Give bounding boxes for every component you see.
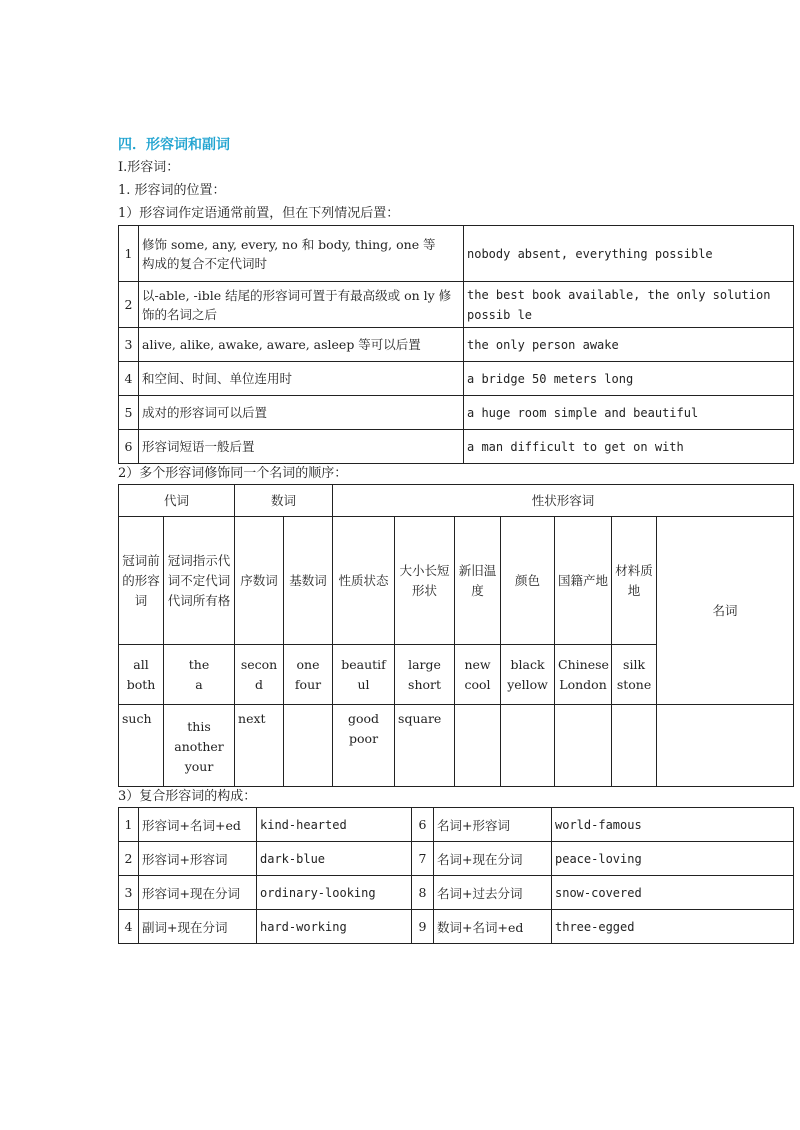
row-number: 3 — [119, 876, 139, 910]
example-cell: the only person awake — [464, 328, 794, 362]
row-number: 2 — [119, 842, 139, 876]
example-cell: the a — [164, 645, 235, 705]
example-cell — [501, 705, 555, 787]
table-row — [119, 282, 794, 328]
rule-cell: 修饰 some, any, every, no 和 body, thing, one 等 构成的复合不定代词时 — [139, 226, 464, 282]
group-header: 性状形容词 — [333, 485, 794, 517]
example-cell: next — [235, 705, 284, 787]
example-cell — [555, 705, 612, 787]
pattern-cell: 名词+现在分词 — [434, 842, 552, 876]
example-cell: kind-hearted — [257, 808, 412, 842]
document-page — [118, 134, 794, 944]
table-row — [119, 226, 794, 282]
subheader-cell: 序数词 — [235, 517, 284, 645]
subheading-compound: 3）复合形容词的构成： — [118, 789, 257, 804]
group-header-row — [119, 485, 794, 517]
subheading-adjectives: I.形容词： — [118, 160, 180, 175]
pattern-cell: 数词+名词+ed — [434, 910, 552, 944]
example-cell: all both — [119, 645, 164, 705]
subheader-cell: 基数词 — [284, 517, 333, 645]
pattern-cell: 形容词+现在分词 — [139, 876, 257, 910]
pattern-cell: 名词+形容词 — [434, 808, 552, 842]
row-number: 7 — [412, 842, 434, 876]
table-row — [119, 808, 794, 842]
subheader-cell: 性质状态 — [333, 517, 395, 645]
group-header: 数词 — [235, 485, 333, 517]
example-cell: hard-working — [257, 910, 412, 944]
example-cell — [284, 705, 333, 787]
pattern-cell: 形容词+名词+ed — [139, 808, 257, 842]
example-cell: large short — [395, 645, 455, 705]
example-cell: new cool — [455, 645, 501, 705]
example-cell: beautif ul — [333, 645, 395, 705]
noun-header: 名词 — [657, 517, 794, 705]
table-row — [119, 328, 794, 362]
row-number: 4 — [119, 362, 139, 396]
section-title: 四．形容词和副词 — [118, 137, 230, 153]
row-number: 5 — [119, 396, 139, 430]
pattern-cell: 形容词+形容词 — [139, 842, 257, 876]
example-cell: black yellow — [501, 645, 555, 705]
subheader-cell: 大小长短形状 — [395, 517, 455, 645]
example-cell — [612, 705, 657, 787]
empty-cell — [657, 705, 794, 787]
example-cell: a man difficult to get on with — [464, 430, 794, 464]
example-cell: good poor — [333, 705, 395, 787]
row-number: 3 — [119, 328, 139, 362]
rule-cell: 和空间、时间、单位连用时 — [139, 362, 464, 396]
example-cell: square — [395, 705, 455, 787]
subheading-postposition: 1）形容词作定语通常前置，但在下列情况后置： — [118, 206, 400, 221]
row-number: 1 — [119, 226, 139, 282]
table-row — [119, 910, 794, 944]
group-header: 代词 — [119, 485, 235, 517]
pattern-cell: 副词+现在分词 — [139, 910, 257, 944]
example-cell: this another your — [164, 705, 235, 787]
postposition-table — [118, 225, 794, 464]
row-number: 6 — [412, 808, 434, 842]
example-cell: a bridge 50 meters long — [464, 362, 794, 396]
example-cell: Chinese London — [555, 645, 612, 705]
table-row — [119, 396, 794, 430]
example-cell: a huge room simple and beautiful — [464, 396, 794, 430]
subheading-order: 2）多个形容词修饰同一个名词的顺序： — [118, 466, 348, 481]
example-row — [119, 705, 794, 787]
example-cell: such — [119, 705, 164, 787]
example-cell: three-egged — [552, 910, 794, 944]
rule-cell: 以-able, -ible 结尾的形容词可置于有最高级或 on ly 修饰的名词之后 — [139, 282, 464, 328]
row-number: 2 — [119, 282, 139, 328]
example-cell: the best book available, the only solution possib le — [464, 282, 794, 328]
example-cell: nobody absent, everything possible — [464, 226, 794, 282]
example-cell: peace-loving — [552, 842, 794, 876]
example-cell: world-famous — [552, 808, 794, 842]
rule-cell: alive, alike, awake, aware, asleep 等可以后置 — [139, 328, 464, 362]
table-row — [119, 842, 794, 876]
example-cell: silk stone — [612, 645, 657, 705]
table-row — [119, 430, 794, 464]
subheader-cell: 国籍产地 — [555, 517, 612, 645]
pattern-cell: 名词+过去分词 — [434, 876, 552, 910]
row-number: 1 — [119, 808, 139, 842]
table-row — [119, 876, 794, 910]
subheading-position: 1. 形容词的位置： — [118, 183, 226, 198]
subheader-row — [119, 517, 794, 645]
example-cell: dark-blue — [257, 842, 412, 876]
compound-adjective-table — [118, 807, 794, 944]
subheader-cell: 冠词前的形容词 — [119, 517, 164, 645]
row-number: 8 — [412, 876, 434, 910]
rule-cell: 形容词短语一般后置 — [139, 430, 464, 464]
example-cell: one four — [284, 645, 333, 705]
subheader-cell: 新旧温度 — [455, 517, 501, 645]
example-cell: snow-covered — [552, 876, 794, 910]
rule-cell: 成对的形容词可以后置 — [139, 396, 464, 430]
table-row — [119, 362, 794, 396]
subheader-cell: 材料质地 — [612, 517, 657, 645]
example-cell: ordinary-looking — [257, 876, 412, 910]
row-number: 6 — [119, 430, 139, 464]
row-number: 9 — [412, 910, 434, 944]
subheader-cell: 冠词指示代词不定代词代词所有格 — [164, 517, 235, 645]
example-cell: secon d — [235, 645, 284, 705]
adjective-order-table — [118, 484, 794, 787]
subheader-cell: 颜色 — [501, 517, 555, 645]
row-number: 4 — [119, 910, 139, 944]
example-cell — [455, 705, 501, 787]
